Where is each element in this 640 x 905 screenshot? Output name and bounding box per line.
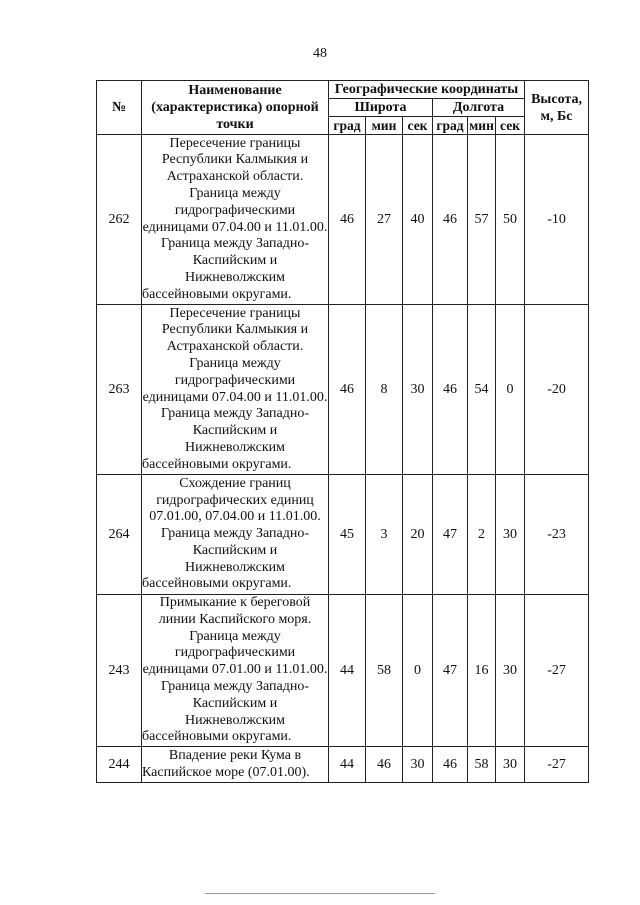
header-geo-coordinates: Географические координаты: [329, 81, 525, 99]
height-cell: -27: [525, 747, 589, 783]
lon-min-cell: 16: [468, 595, 496, 747]
lon-deg-cell: 46: [433, 305, 468, 475]
lat-min-cell: 58: [366, 595, 403, 747]
header-lat-deg: град: [329, 117, 366, 135]
lon-min-cell: 54: [468, 305, 496, 475]
header-lon-deg: град: [433, 117, 468, 135]
lon-sec-cell: 0: [496, 305, 525, 475]
lat-min-cell: 46: [366, 747, 403, 783]
lat-deg-cell: 45: [329, 475, 366, 595]
row-description: Пересечение границы Республики Калмыкия и Астраханской области. Граница между гидрографическими единицами 07.04.00 и 11.01.00. Граница между Западно-Каспийским и Нижневолжским бассейновыми округами.: [142, 305, 329, 475]
row-number: 243: [97, 595, 142, 747]
lat-min-cell: 27: [366, 135, 403, 305]
header-name: Наименование (характеристика) опорной точки: [142, 81, 329, 135]
height-cell: -10: [525, 135, 589, 305]
footer-divider: [205, 893, 435, 894]
row-description: Схождение границ гидрографических единиц 07.01.00, 07.04.00 и 11.01.00. Граница между Западно-Каспийским и Нижневолжским бассейновыми округами.: [142, 475, 329, 595]
lat-min-cell: 3: [366, 475, 403, 595]
lon-sec-cell: 30: [496, 595, 525, 747]
page-number: 48: [313, 46, 327, 61]
row-number: 244: [97, 747, 142, 783]
lat-deg-cell: 46: [329, 135, 366, 305]
table-row: [97, 305, 589, 475]
lat-sec-cell: 0: [403, 595, 433, 747]
lon-min-cell: 57: [468, 135, 496, 305]
row-description: Пересечение границы Республики Калмыкия и Астраханской области. Граница между гидрографическими единицами 07.04.00 и 11.01.00. Граница между Западно-Каспийским и Нижневолжским бассейновыми округами.: [142, 135, 329, 305]
header-height: Высота, м, Бс: [525, 81, 589, 135]
height-cell: -23: [525, 475, 589, 595]
table-row: [97, 595, 589, 747]
height-cell: -27: [525, 595, 589, 747]
table-row: [97, 747, 589, 783]
lon-deg-cell: 47: [433, 595, 468, 747]
table-row: [97, 135, 589, 305]
lon-deg-cell: 46: [433, 135, 468, 305]
lat-sec-cell: 30: [403, 747, 433, 783]
row-description: Впадение реки Кума в Каспийское море (07.01.00).: [142, 747, 329, 783]
header-lat-min: мин: [366, 117, 403, 135]
lon-sec-cell: 50: [496, 135, 525, 305]
row-number: 264: [97, 475, 142, 595]
lat-sec-cell: 40: [403, 135, 433, 305]
lat-sec-cell: 20: [403, 475, 433, 595]
lat-deg-cell: 46: [329, 305, 366, 475]
header-longitude: Долгота: [433, 99, 525, 117]
row-description: Примыкание к береговой линии Каспийского моря. Граница между гидрографическими единицами 07.01.00 и 11.01.00. Граница между Западно-Каспийским и Нижневолжским бассейновыми округами.: [142, 595, 329, 747]
lat-deg-cell: 44: [329, 595, 366, 747]
header-latitude: Широта: [329, 99, 433, 117]
lon-sec-cell: 30: [496, 747, 525, 783]
header-number: №: [97, 81, 142, 135]
lat-min-cell: 8: [366, 305, 403, 475]
row-number: 262: [97, 135, 142, 305]
header-lon-min: мин: [469, 118, 494, 133]
lat-deg-cell: 44: [329, 747, 366, 783]
header-lon-sec: сек: [496, 117, 525, 135]
coordinates-table: [96, 80, 589, 783]
header-lat-sec: сек: [403, 117, 433, 135]
lon-min-cell: 58: [468, 747, 496, 783]
lon-min-cell: 2: [468, 475, 496, 595]
lon-deg-cell: 46: [433, 747, 468, 783]
row-number: 263: [97, 305, 142, 475]
lat-sec-cell: 30: [403, 305, 433, 475]
lon-sec-cell: 30: [496, 475, 525, 595]
table-row: [97, 475, 589, 595]
lon-deg-cell: 47: [433, 475, 468, 595]
height-cell: -20: [525, 305, 589, 475]
